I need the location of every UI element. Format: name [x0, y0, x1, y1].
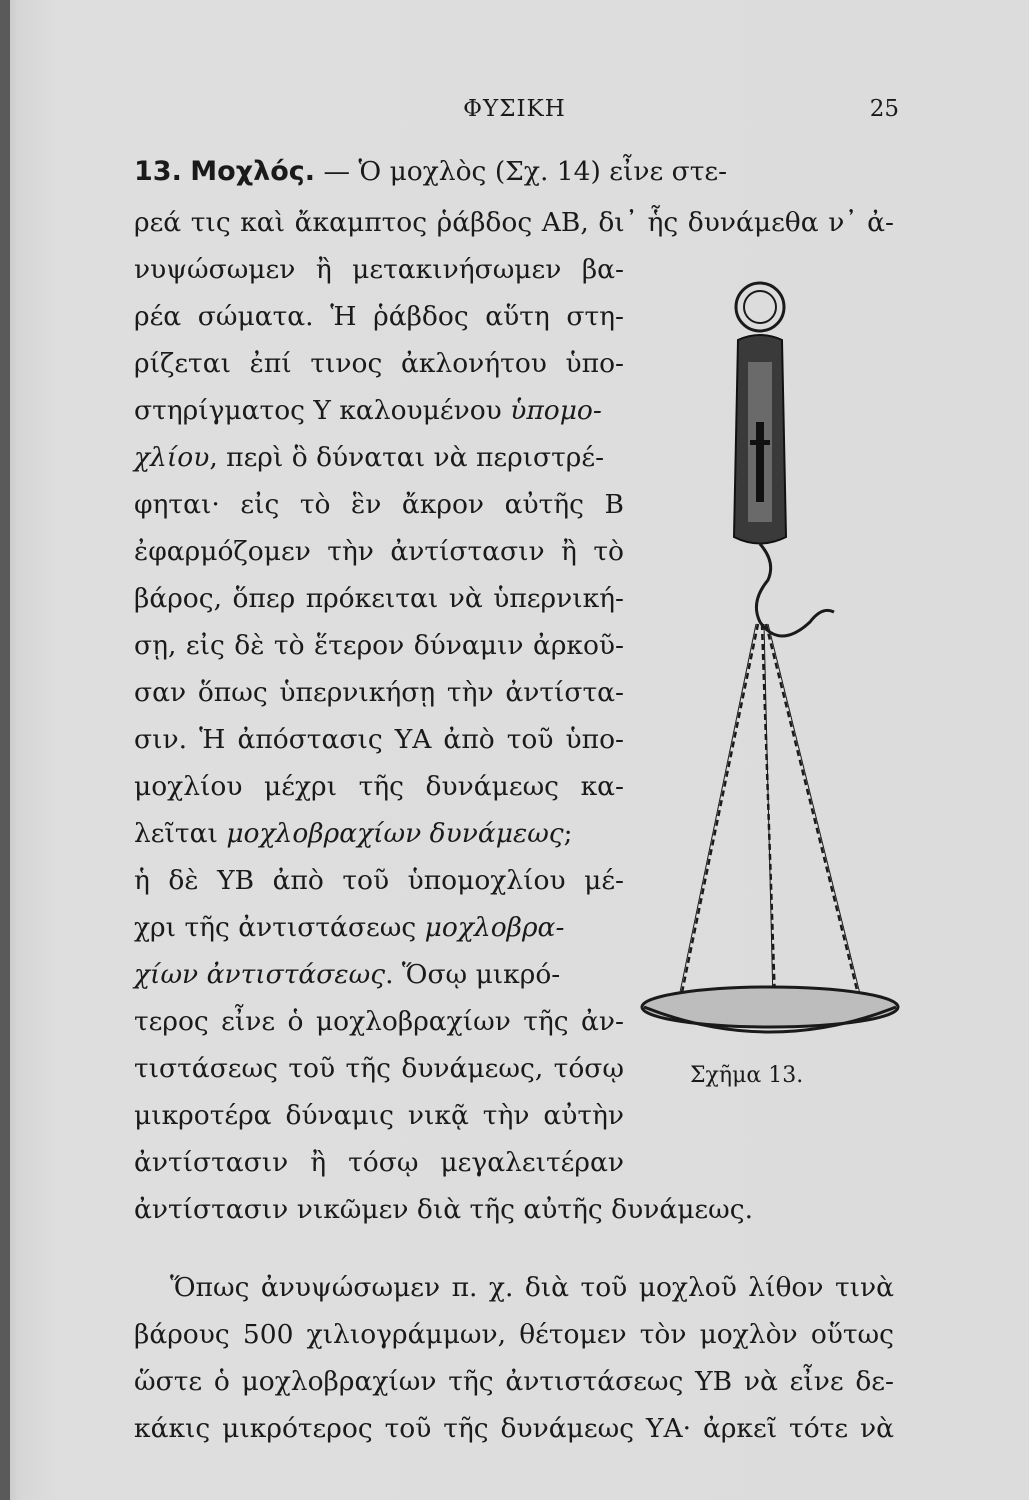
page-number: 25 [869, 96, 899, 122]
text-line-7: χλίου, περὶ ὃ δύναται νὰ περιστρέ- [134, 442, 605, 473]
text-line-11: σῃ, εἰς δὲ τὸ ἕτερον δύναμιν ἀρκοῦ- [134, 630, 624, 661]
text-line-27: κάκις μικρότερος τοῦ τῆς δυνάμεως ΥΑ· ἀρκεῖ τότε νὰ [134, 1413, 894, 1444]
text-line-16: ἡ δὲ ΥΒ ἀπὸ τοῦ ὑπομοχλίου μέ- [134, 865, 624, 896]
text-line-4: ρέα σώματα. Ἡ ῥάβδος αὕτη στη- [134, 301, 624, 332]
term-hypomochlion-end: χλίου [134, 442, 210, 473]
term-resistance-arm-end: χίων ἀντιστάσεως [134, 959, 386, 990]
text-line-22: ἀντίστασιν ἢ τόσῳ μεγαλειτέραν [134, 1147, 624, 1178]
balance-hook [756, 544, 834, 636]
section-title: Μοχλός. [190, 156, 316, 187]
text-line-5: ρίζεται ἐπί τινος ἀκλονήτου ὑπο- [134, 348, 624, 379]
text-line-9: ἐφαρμόζομεν τὴν ἀντίστασιν ἢ τὸ [134, 536, 624, 567]
balance-pan [642, 987, 898, 1027]
text-line-17: χρι τῆς ἀντιστάσεως μοχλοβρα- [134, 912, 565, 943]
book-spine [0, 0, 10, 1500]
text-line-26: ὥστε ὁ μοχλοβραχίων τῆς ἀντιστάσεως ΥΒ νὰ εἶνε δε- [134, 1366, 894, 1397]
text-line-12: σαν ὅπως ὑπερνικήσῃ τὴν ἀντίστα- [134, 677, 624, 708]
line-1-text: — Ὁ μοχλὸς (Σχ. 14) εἶνε στε- [323, 156, 728, 187]
text-line-19: τερος εἶνε ὁ μοχλοβραχίων τῆς ἀν- [134, 1006, 624, 1037]
text-line-20: τιστάσεως τοῦ τῆς δυνάμεως, τόσῳ [134, 1053, 624, 1084]
text-line-6: στηρίγματος Υ καλουμένου ὑπομο- [134, 395, 602, 426]
text-line-14: μοχλίου μέχρι τῆς δυνάμεως κα- [134, 771, 624, 802]
text-line-25: βάρους 500 χιλιογράμμων, θέτομεν τὸν μοχλὸν οὕτως [134, 1319, 894, 1350]
text-line-18: χίων ἀντιστάσεως. Ὅσῳ μικρό- [134, 959, 561, 990]
spring-balance-illustration [630, 272, 910, 1052]
running-header: ΦΥΣΙΚΗ [463, 96, 566, 122]
text-line-10: βάρος, ὅπερ πρόκειται νὰ ὑπερνική- [134, 583, 624, 614]
text-line-3: νυψώσωμεν ἢ μετακινήσωμεν βα- [134, 254, 624, 285]
text-line-13: σιν. Ἡ ἀπόστασις ΥΑ ἀπὸ τοῦ ὑπο- [134, 724, 624, 755]
term-hypomochlion: ὑπομο- [510, 395, 602, 426]
text-line-2: ρεά τις καὶ ἄκαμπτος ῥάβδος ΑΒ, δι᾽ ἧς δυνάμεθα ν᾽ ἀ- [134, 207, 894, 238]
term-force-arm: μοχλοβραχίων δυνάμεως [226, 818, 564, 849]
text-line-24: Ὅπως ἀνυψώσωμεν π. χ. διὰ τοῦ μοχλοῦ λίθον τινὰ [170, 1272, 894, 1303]
figure-caption: Σχῆμα 13. [690, 1063, 804, 1088]
text-line-21: μικροτέρα δύναμις νικᾷ τὴν αὐτὴν [134, 1100, 624, 1131]
section-number: 13. [134, 156, 182, 187]
text-line-15: λεῖται μοχλοβραχίων δυνάμεως; [134, 818, 573, 849]
text-line-1 [134, 158, 894, 186]
text-line-8: φηται· εἰς τὸ ἓν ἄκρον αὐτῆς Β [134, 489, 624, 520]
text-line-23: ἀντίστασιν νικῶμεν διὰ τῆς αὐτῆς δυνάμεως. [134, 1194, 754, 1225]
term-resistance-arm: μοχλοβρα- [424, 912, 565, 943]
